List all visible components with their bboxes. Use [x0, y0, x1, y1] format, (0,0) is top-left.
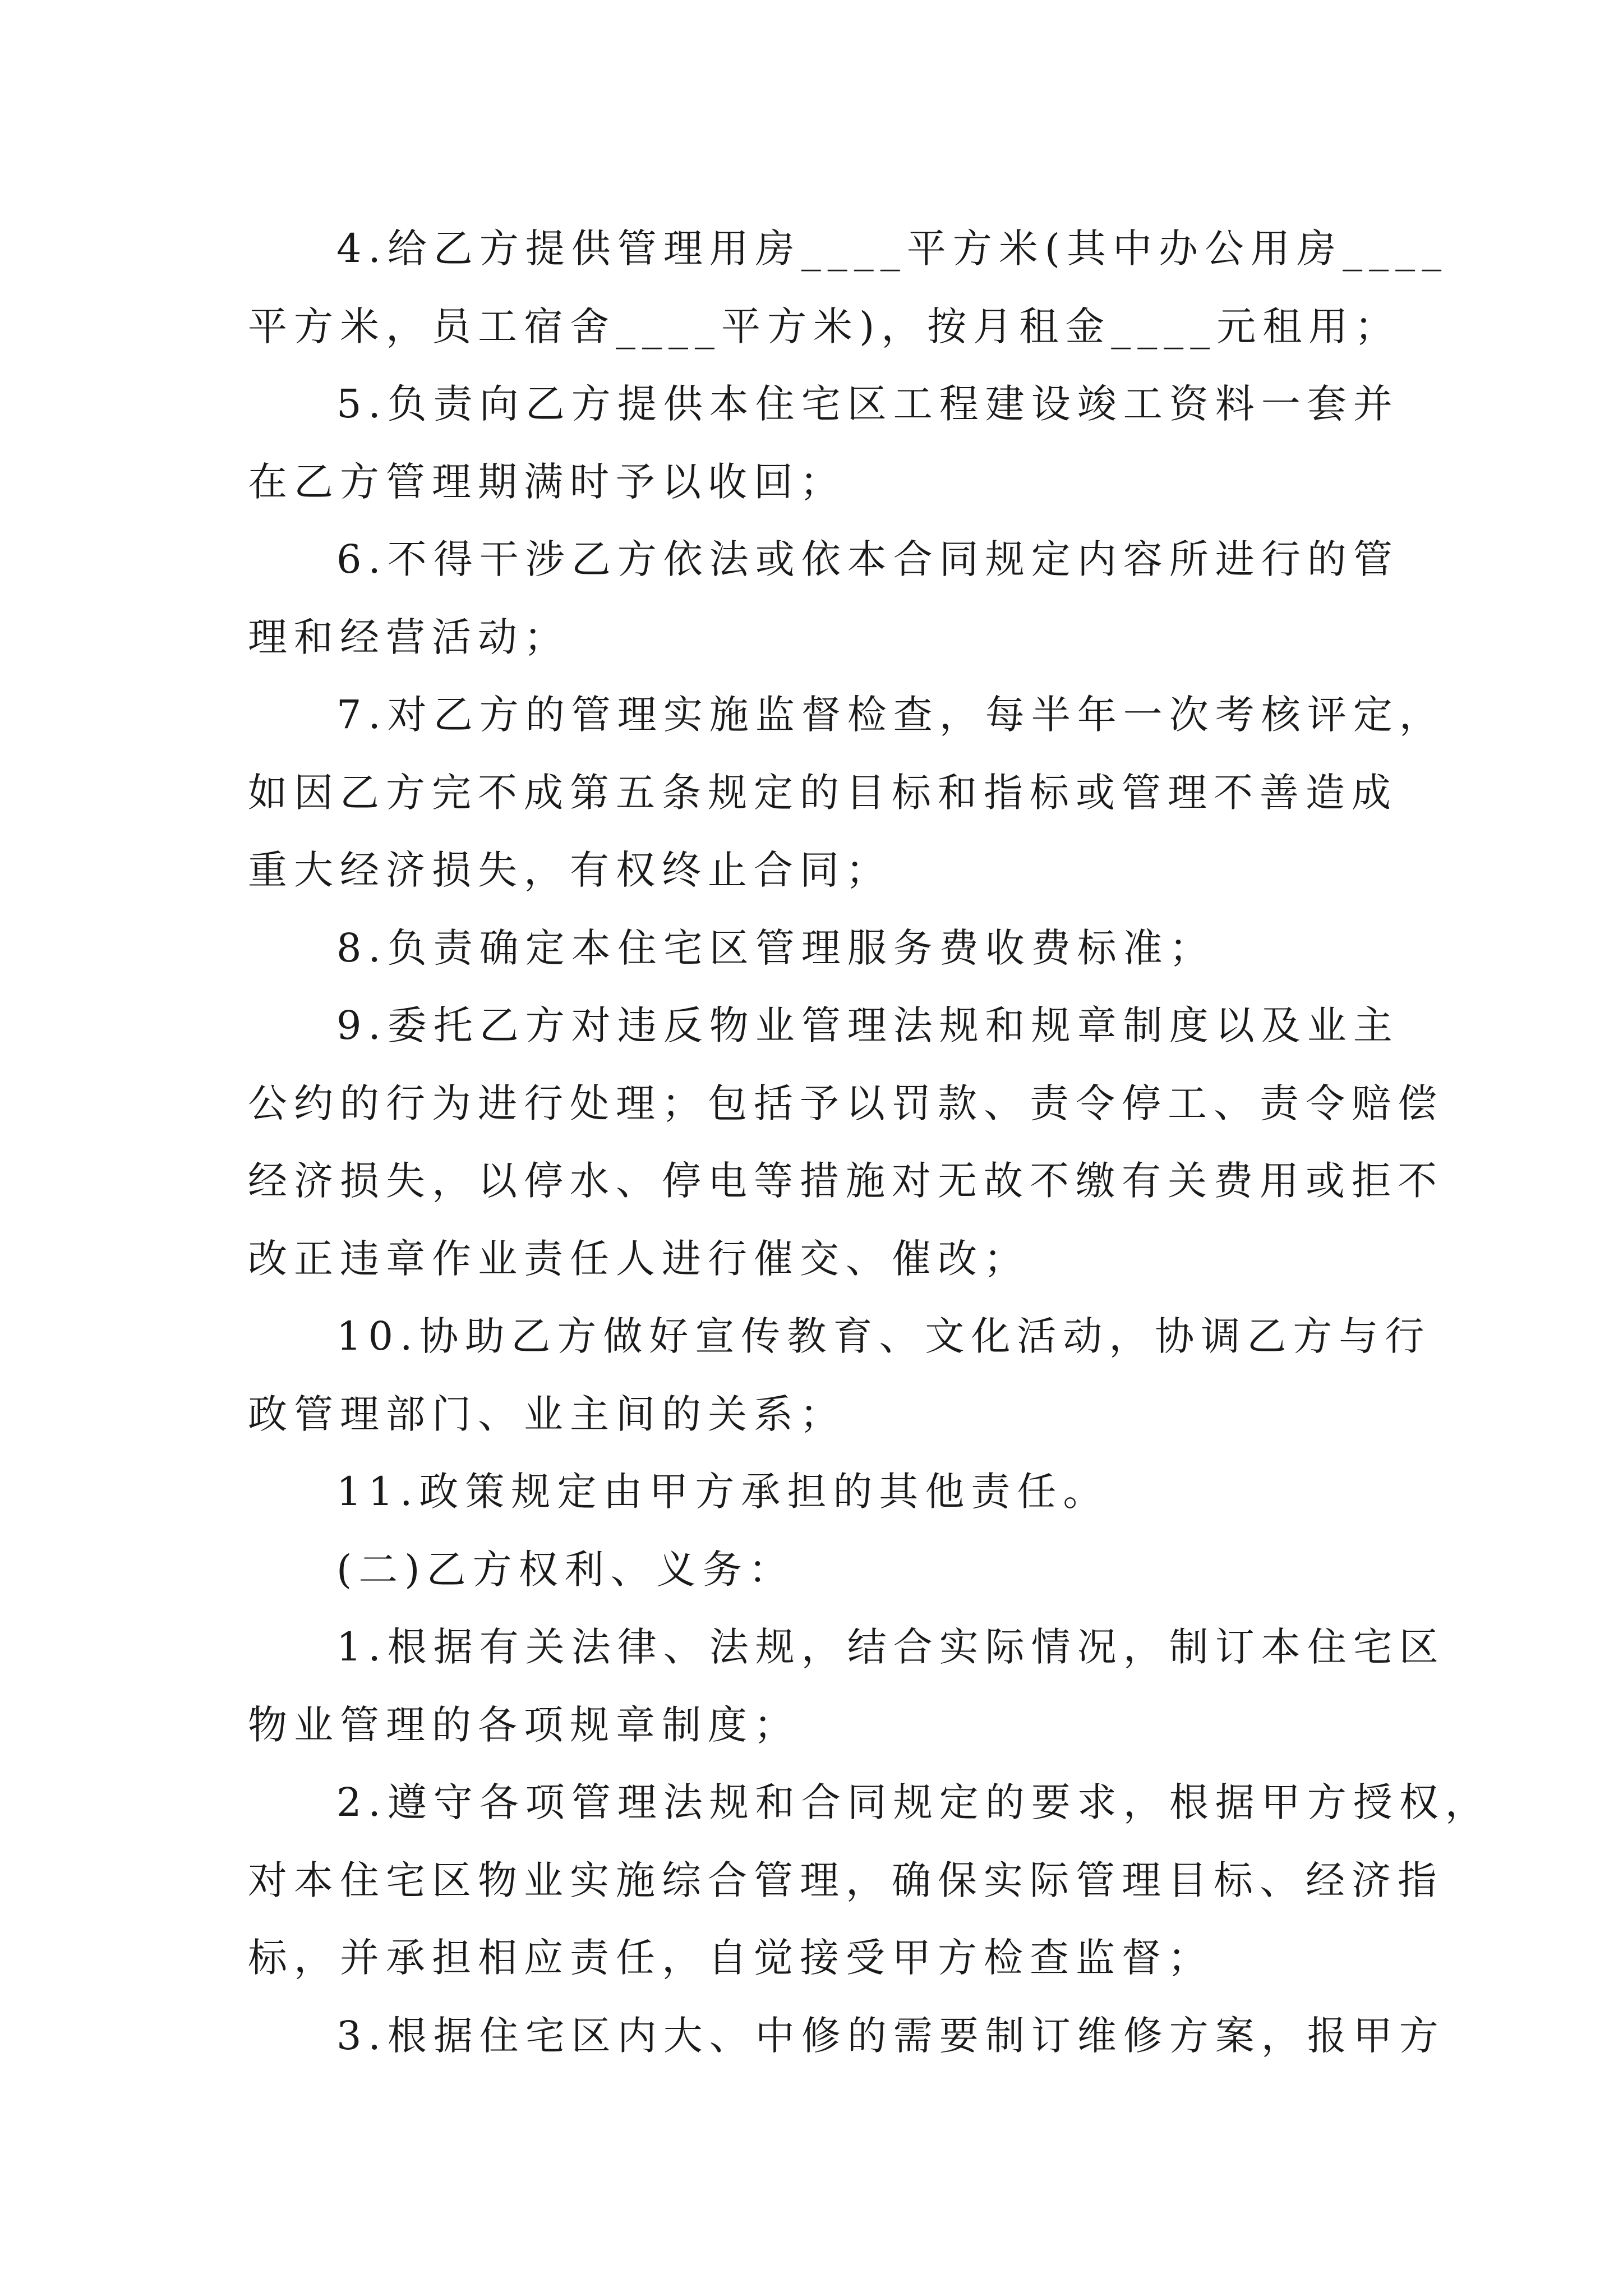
text-line: 公约的行为进行处理；包括予以罚款、责令停工、责令赔偿 [248, 1080, 1444, 1126]
text-line: 重大经济损失，有权终止合同； [248, 847, 892, 893]
text-line: 7.对乙方的管理实施监督检查，每半年一次考核评定， [336, 692, 1445, 738]
text-line: 标，并承担相应责任，自觉接受甲方检查监督； [248, 1935, 1214, 1981]
text-line: 2.遵守各项管理法规和合同规定的要求，根据甲方授权， [336, 1779, 1491, 1825]
text-line: 理和经营活动； [248, 614, 570, 660]
text-line: 平方米，员工宿舍____平方米)，按月租金____元租用； [248, 303, 1401, 349]
text-line: 1.根据有关法律、法规，结合实际情况，制订本住宅区 [336, 1624, 1445, 1670]
text-line: 11.政策规定由甲方承担的其他责任。 [336, 1469, 1109, 1515]
text-line: 5.负责向乙方提供本住宅区工程建设竣工资料一套并 [336, 381, 1399, 427]
text-line: 在乙方管理期满时予以收回； [248, 458, 846, 505]
document-body [248, 210, 1491, 2074]
text-line: 改正违章作业责任人进行催交、催改； [248, 1235, 1030, 1282]
text-line: 对本住宅区物业实施综合管理，确保实际管理目标、经济指 [248, 1857, 1444, 1903]
text-line: 9.委托乙方对违反物业管理法规和规章制度以及业主 [336, 1002, 1399, 1048]
text-line: 物业管理的各项规章制度； [248, 1701, 800, 1748]
text-line: 4.给乙方提供管理用房____平方米(其中办公用房____ [336, 226, 1449, 272]
text-line: 政管理部门、业主间的关系； [248, 1391, 846, 1437]
text-line: 8.负责确定本住宅区管理服务费收费标准； [336, 924, 1215, 971]
text-line: 3.根据住宅区内大、中修的需要制订维修方案，报甲方 [336, 2012, 1445, 2059]
text-line: 如因乙方完不成第五条规定的目标和指标或管理不善造成 [248, 769, 1398, 816]
text-line: 6.不得干涉乙方依法或依本合同规定内容所进行的管 [336, 536, 1399, 582]
section-heading: (二)乙方权利、义务： [336, 1546, 795, 1593]
text-line: 经济损失，以停水、停电等措施对无故不缴有关费用或拒不 [248, 1158, 1444, 1204]
text-line: 10.协助乙方做好宣传教育、文化活动，协调乙方与行 [336, 1313, 1431, 1359]
